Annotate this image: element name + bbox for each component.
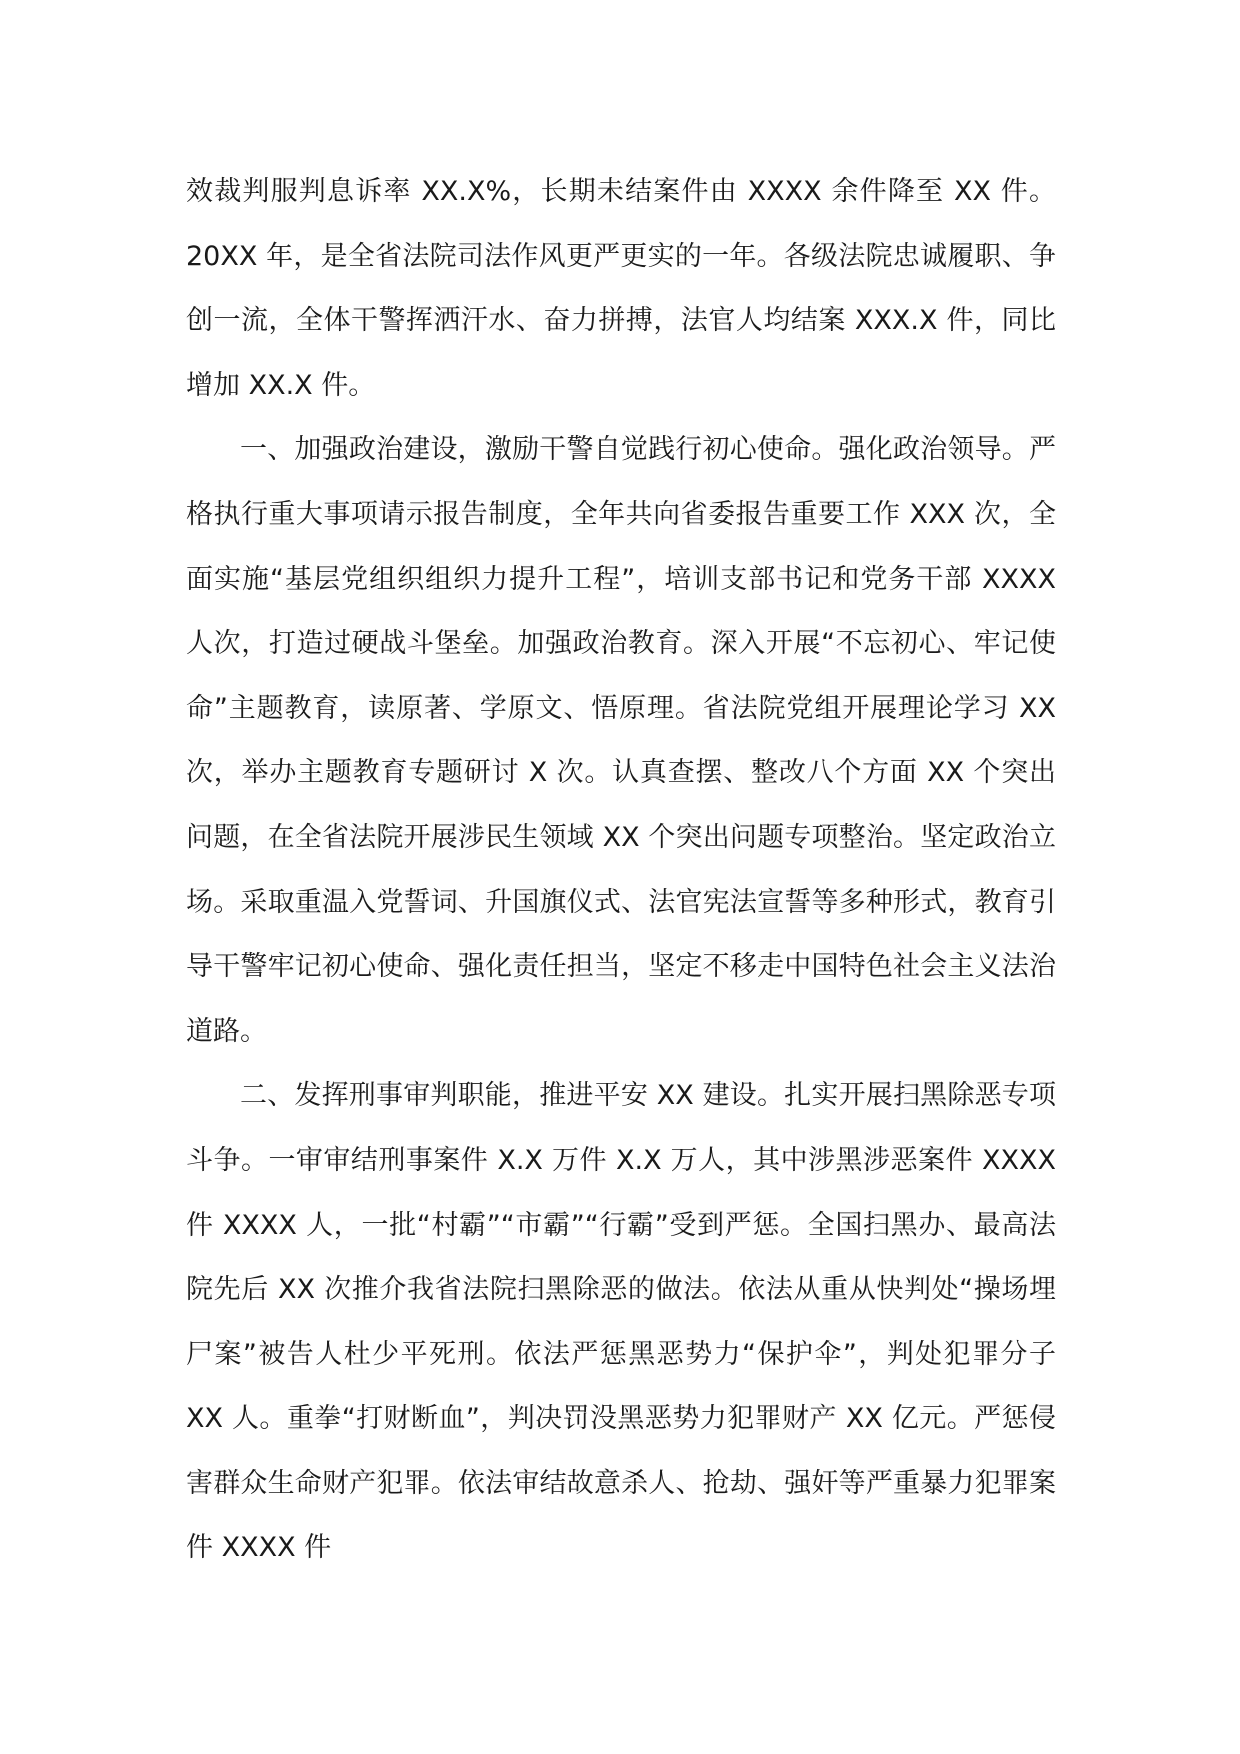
paragraph-continuation: 效裁判服判息诉率 XX.X%，长期未结案件由 XXXX 余件降至 XX 件。20XX 年，是全省法院司法作风更严更实的一年。各级法院忠诚履职、争创一流，全体干警挥洒汗水、奋力拼搏，法官人均结案 XXX.X 件，同比增加 XX.X 件。 <box>186 176 1056 401</box>
paragraph-political-construction: 一、加强政治建设，激励干警自觉践行初心使命。强化政治领导。严格执行重大事项请示报告制度，全年共向省委报告重要工作 XXX 次，全面实施“基层党组织组织力提升工程”，培训支部书记和党务干部 XXXX 人次，打造过硬战斗堡垒。加强政治教育。深入开展“不忘初心、牢记使命”主题教育，读原著、学原文、悟原理。省法院党组开展理论学习 XX 次，举办主题教育专题研讨 X 次。认真查摆、整改八个方面 XX 个突出问题，在全省法院开展涉民生领域 XX 个突出问题专项整治。坚定政治立场。采取重温入党誓词、升国旗仪式、法官宪法宣誓等多种形式，教育引导干警牢记初心使命、强化责任担当，坚定不移走中国特色社会主义法治道路。 <box>186 434 1056 1047</box>
document-body <box>186 160 1056 1581</box>
paragraph-criminal-trial: 二、发挥刑事审判职能，推进平安 XX 建设。扎实开展扫黑除恶专项斗争。一审审结刑事案件 X.X 万件 X.X 万人，其中涉黑涉恶案件 XXXX 件 XXXX 人，一批“村霸”“市霸”“行霸”受到严惩。全国扫黑办、最高法院先后 XX 次推介我省法院扫黑除恶的做法。依法从重从快判处“操场埋尸案”被告人杜少平死刑。依法严惩黑恶势力“保护伞”，判处犯罪分子 XX 人。重拳“打财断血”，判决罚没黑恶势力犯罪财产 XX 亿元。严惩侵害群众生命财产犯罪。依法审结故意杀人、抢劫、强奸等严重暴力犯罪案件 XXXX 件 <box>186 1080 1056 1564</box>
